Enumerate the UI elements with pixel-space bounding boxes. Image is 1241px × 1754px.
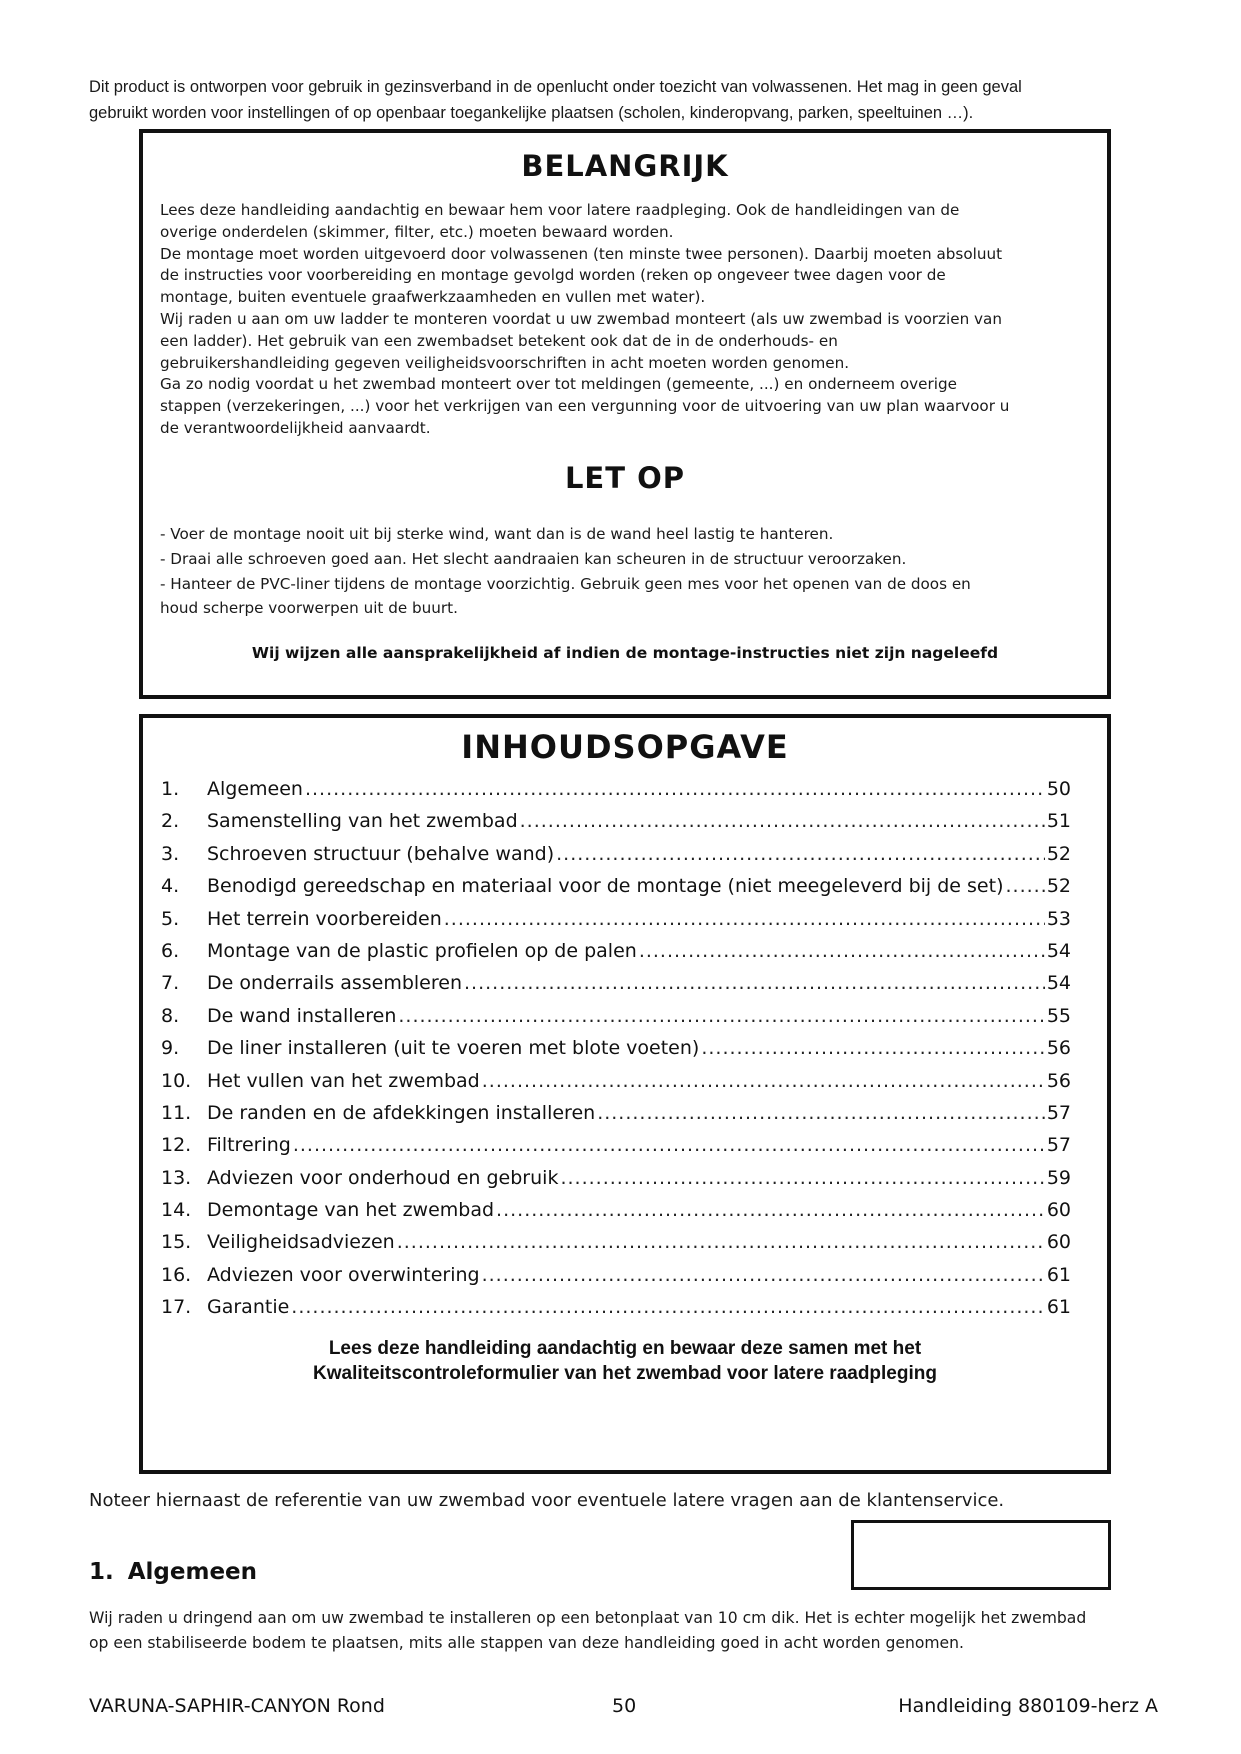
- toc-leader: [464, 972, 1045, 994]
- toc-title: Het terrein voorbereiden: [207, 907, 442, 930]
- toc-list: [161, 778, 1071, 1329]
- toc-page: 60: [1046, 1231, 1071, 1254]
- section-line-2: op een stabiliseerde bodem te plaatsen, mits alle stappen van deze handleiding goed in acht worden genomen.: [89, 1634, 964, 1652]
- toc-leader: [482, 1070, 1045, 1092]
- toc-num: 2.: [161, 810, 180, 833]
- footer-page-number: 50: [612, 1695, 637, 1717]
- letop-heading: LET OP: [564, 461, 686, 495]
- toc-item[interactable]: [161, 1005, 1071, 1037]
- toc-num: 14.: [161, 1199, 192, 1222]
- toc-num: 3.: [161, 842, 180, 865]
- toc-num: 9.: [161, 1037, 180, 1060]
- toc-page: 60: [1046, 1199, 1071, 1222]
- toc-page: 54: [1046, 939, 1071, 962]
- toc-item[interactable]: [161, 875, 1071, 907]
- belangrijk-line: De montage moet worden uitgevoerd door volwassenen (ten minste twee personen). Daarbij moeten absoluut: [160, 244, 1003, 263]
- important-box: [139, 129, 1111, 699]
- toc-title: Montage van de plastic profielen op de palen: [207, 939, 637, 962]
- toc-leader: [398, 1005, 1044, 1027]
- toc-item[interactable]: [161, 1296, 1071, 1328]
- toc-item[interactable]: [161, 1264, 1071, 1296]
- belangrijk-line: Lees deze handleiding aandachtig en bewaar hem voor latere raadpleging. Ook de handleidingen van de: [160, 201, 960, 219]
- toc-page: 56: [1046, 1069, 1071, 1092]
- toc-leader: [444, 908, 1045, 930]
- letop-line: houd scherpe voorwerpen uit de buurt.: [160, 599, 458, 618]
- toc-leader: [293, 1134, 1045, 1156]
- toc-title: Schroeven structuur (behalve wand): [207, 842, 555, 865]
- belangrijk-line: gebruikershandleiding gegeven veiligheidsvoorschriften in acht moeten worden genomen.: [160, 353, 850, 372]
- toc-item[interactable]: [161, 1102, 1071, 1134]
- section-heading: [89, 1559, 257, 1585]
- toc-num: 4.: [161, 875, 180, 898]
- toc-title: Filtrering: [207, 1134, 291, 1157]
- toc-item[interactable]: [161, 1134, 1071, 1166]
- toc-num: 6.: [161, 939, 180, 962]
- toc-page: 54: [1046, 972, 1071, 995]
- intro-text: [89, 74, 1169, 126]
- toc-leader: [520, 810, 1045, 832]
- toc-item[interactable]: [161, 1167, 1071, 1199]
- toc-note-line-2: Kwaliteitscontroleformulier van het zwembad voor latere raadpleging: [313, 1363, 937, 1384]
- footer-manual-ref: Handleiding 880109-herz A: [898, 1695, 1158, 1717]
- toc-leader: [556, 843, 1045, 865]
- letop-line: - Draai alle schroeven goed aan. Het slecht aandraaien kan scheuren in de structuur veroorzaken.: [160, 549, 907, 568]
- toc-leader: [496, 1199, 1045, 1221]
- toc-page: 52: [1046, 875, 1071, 898]
- toc-title: Adviezen voor overwintering: [207, 1263, 480, 1286]
- toc-item[interactable]: [161, 1070, 1071, 1102]
- toc-page: 57: [1046, 1134, 1071, 1157]
- toc-num: 16.: [161, 1263, 192, 1286]
- toc-num: 8.: [161, 1004, 180, 1027]
- reference-input-box[interactable]: [851, 1520, 1111, 1590]
- letop-text: [160, 522, 1090, 621]
- toc-item[interactable]: [161, 972, 1071, 1004]
- toc-num: 10.: [161, 1069, 192, 1092]
- section-text: [89, 1606, 1169, 1656]
- toc-num: 17.: [161, 1296, 192, 1319]
- toc-title: De onderrails assembleren: [207, 972, 462, 995]
- toc-title: De randen en de afdekkingen installeren: [207, 1101, 596, 1124]
- toc-leader: [639, 940, 1045, 962]
- toc-num: 13.: [161, 1166, 192, 1189]
- toc-title: Veiligheidsadviezen: [207, 1231, 395, 1254]
- toc-num: 1.: [161, 778, 180, 800]
- toc-num: 12.: [161, 1134, 192, 1157]
- toc-item[interactable]: [161, 810, 1071, 842]
- toc-leader: [1005, 875, 1044, 897]
- toc-item[interactable]: [161, 1199, 1071, 1231]
- toc-title: Adviezen voor onderhoud en gebruik: [207, 1166, 559, 1189]
- toc-page: 51: [1046, 810, 1071, 833]
- toc-leader: [560, 1167, 1044, 1189]
- belangrijk-line: overige onderdelen (skimmer, filter, etc.) moeten bewaard worden.: [160, 222, 674, 241]
- toc-page: 56: [1046, 1037, 1071, 1060]
- toc-leader: [482, 1264, 1045, 1286]
- belangrijk-line: de instructies voor voorbereiding en montage gevolgd worden (reken op ongeveer twee dagen voor de: [160, 266, 946, 285]
- toc-leader: [397, 1231, 1045, 1253]
- toc-title: Garantie: [207, 1296, 290, 1319]
- intro-line-1: Dit product is ontworpen voor gebruik in gezinsverband in de openlucht onder toezicht van volwassenen. Het mag in geen geval: [89, 78, 1022, 96]
- reference-note: Noteer hiernaast de referentie van uw zwembad voor eventuele latere vragen aan de klantenservice.: [89, 1490, 1005, 1511]
- toc-item[interactable]: [161, 940, 1071, 972]
- toc-leader: [701, 1037, 1044, 1059]
- toc-title: Algemeen: [207, 778, 303, 800]
- toc-title: Demontage van het zwembad: [207, 1199, 495, 1222]
- toc-leader: [597, 1102, 1045, 1124]
- toc-title: De wand installeren: [207, 1004, 397, 1027]
- toc-item[interactable]: [161, 1037, 1071, 1069]
- toc-box: [139, 714, 1111, 1474]
- toc-item[interactable]: [161, 908, 1071, 940]
- toc-title: De liner installeren (uit te voeren met blote voeten): [207, 1037, 700, 1060]
- toc-num: 7.: [161, 972, 180, 995]
- toc-page: 61: [1046, 1296, 1071, 1319]
- toc-heading: INHOUDSOPGAVE: [461, 728, 789, 766]
- belangrijk-heading: BELANGRIJK: [521, 149, 729, 183]
- belangrijk-line: stappen (verzekeringen, ...) voor het verkrijgen van een vergunning voor de uitvoering van uw plan waarvoor u: [160, 397, 1010, 416]
- section-number: 1.: [89, 1559, 114, 1585]
- belangrijk-line: een ladder). Het gebruik van een zwembadset betekent ook dat de in de onderhouds- en: [160, 331, 838, 350]
- toc-leader: [305, 778, 1045, 800]
- letop-line: - Hanteer de PVC-liner tijdens de montage voorzichtig. Gebruik geen mes voor het openen van de doos en: [160, 574, 971, 593]
- toc-num: 11.: [161, 1101, 192, 1124]
- toc-page: 61: [1046, 1263, 1071, 1286]
- toc-item[interactable]: [161, 778, 1071, 810]
- belangrijk-text: [160, 200, 1090, 440]
- toc-title: Het vullen van het zwembad: [207, 1069, 480, 1092]
- toc-title: Benodigd gereedschap en materiaal voor de montage (niet meegeleverd bij de set): [207, 875, 1004, 898]
- toc-page: 50: [1046, 778, 1071, 800]
- belangrijk-line: Ga zo nodig voordat u het zwembad monteert over tot meldingen (gemeente, ...) en onderneem overige: [160, 375, 957, 394]
- liability-warning: Wij wijzen alle aansprakelijkheid af indien de montage-instructies niet zijn nageleefd: [251, 644, 999, 662]
- belangrijk-line: montage, buiten eventuele graafwerkzaamheden en vullen met water).: [160, 288, 706, 307]
- toc-leader: [291, 1296, 1045, 1318]
- toc-page: 55: [1046, 1004, 1071, 1027]
- section-line-1: Wij raden u dringend aan om uw zwembad te installeren op een betonplaat van 10 cm dik. Het is echter mogelijk het zwembad: [89, 1609, 1087, 1627]
- toc-item[interactable]: [161, 843, 1071, 875]
- letop-line: - Voer de montage nooit uit bij sterke wind, want dan is de wand heel lastig te hanteren.: [160, 525, 834, 543]
- toc-note: [143, 1336, 1107, 1386]
- footer-product: VARUNA-SAPHIR-CANYON Rond: [89, 1695, 385, 1717]
- toc-num: 15.: [161, 1231, 192, 1254]
- belangrijk-line: Wij raden u aan om uw ladder te monteren voordat u uw zwembad monteert (als uw zwembad is voorzien van: [160, 309, 1002, 328]
- belangrijk-line: de verantwoordelijkheid aanvaardt.: [160, 418, 431, 437]
- toc-page: 59: [1046, 1166, 1071, 1189]
- toc-page: 57: [1046, 1101, 1071, 1124]
- toc-page: 52: [1046, 842, 1071, 865]
- toc-item[interactable]: [161, 1231, 1071, 1263]
- intro-line-2: gebruikt worden voor instellingen of op openbaar toegankelijke plaatsen (scholen, kinderopvang, parken, speeltuinen …).: [89, 104, 974, 122]
- toc-num: 5.: [161, 907, 180, 930]
- toc-page: 53: [1046, 907, 1071, 930]
- toc-title: Samenstelling van het zwembad: [207, 810, 518, 833]
- section-title: Algemeen: [127, 1559, 258, 1585]
- toc-note-line-1: Lees deze handleiding aandachtig en bewaar deze samen met het: [328, 1338, 922, 1359]
